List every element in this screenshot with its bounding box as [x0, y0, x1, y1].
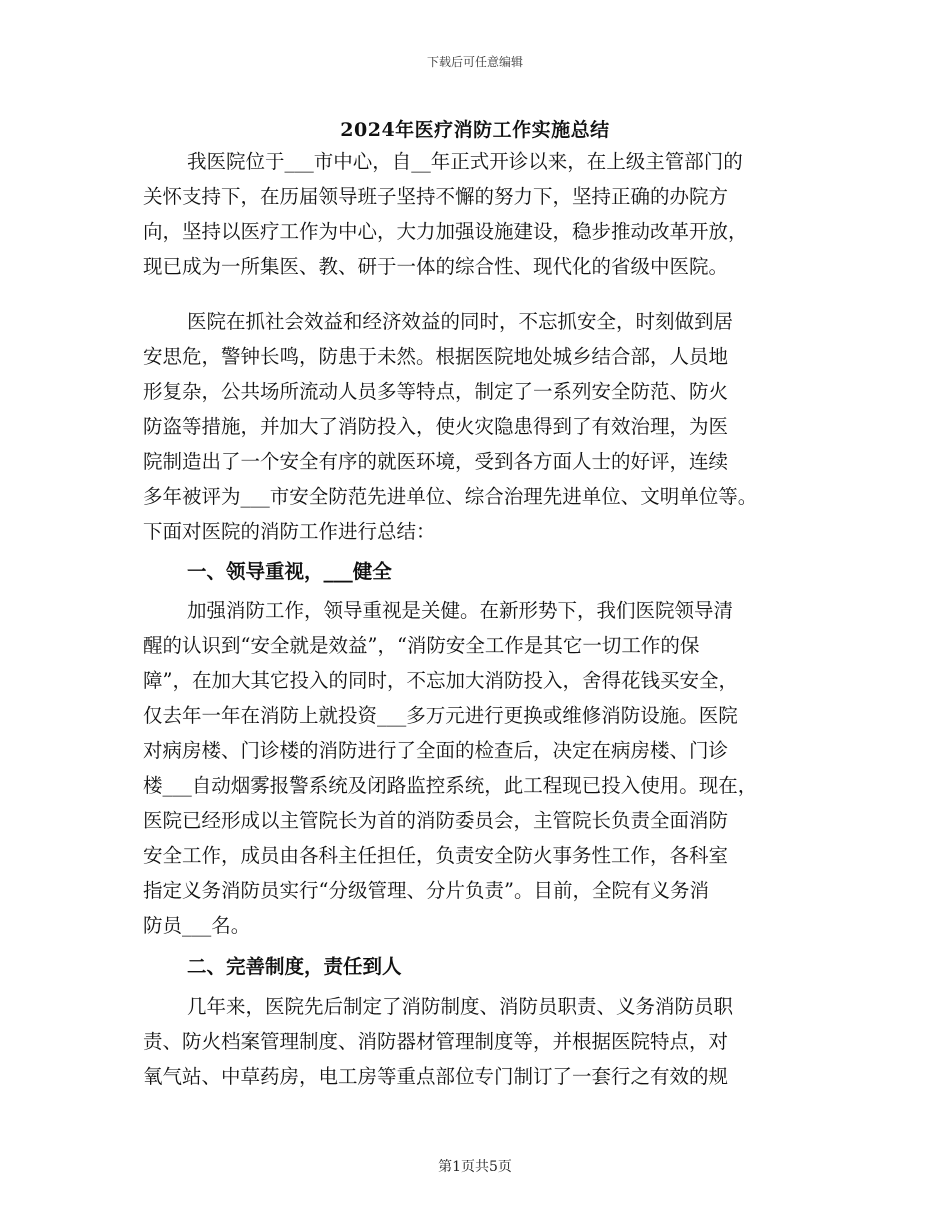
section-heading: 一、领导重视，___健全: [187, 560, 392, 583]
page-footer: 第1页共5页: [438, 1159, 512, 1175]
body-line: 几年来，医院先后制定了消防制度、消防员职责、义务消防员职: [187, 995, 734, 1018]
section-heading: 二、完善制度，责任到人: [187, 955, 402, 978]
body-line: 障”，在加大其它投入的同时，不忘加大消防投入，舍得花钱买安全，: [143, 669, 738, 692]
body-line: 院制造出了一个安全有序的就医环境，受到各方面人士的好评，连续: [143, 450, 729, 473]
body-line: 楼___自动烟雾报警系统及闭路监控系统，此工程现已投入使用。现在，: [143, 774, 758, 797]
body-line: 安全工作，成员由各科主任担任，负责安全防火事务性工作，各科室: [143, 844, 729, 867]
body-line: 醒的认识到“安全就是效益”，“消防安全工作是其它一切工作的保: [143, 634, 700, 657]
body-line: 防盗等措施，并加大了消防投入，使火灾隐患得到了有效治理，为医: [143, 415, 729, 438]
body-line: 多年被评为___市安全防范先进单位、综合治理先进单位、文明单位等。: [143, 485, 758, 508]
document-title: 2024年医疗消防工作实施总结: [340, 119, 610, 141]
body-line: 氧气站、中草药房，电工房等重点部位专门制订了一套行之有效的规: [143, 1065, 729, 1088]
body-line: 加强消防工作，领导重视是关健。在新形势下，我们医院领导清: [187, 599, 734, 622]
body-line: 我医院位于___市中心，自__年正式开诊以来，在上级主管部门的: [187, 150, 743, 173]
body-line: 医院已经形成以主管院长为首的消防委员会，主管院长负责全面消防: [143, 809, 729, 832]
body-line: 指定义务消防员实行“分级管理、分片负责”。目前，全院有义务消: [143, 879, 709, 902]
body-line: 责、防火档案管理制度、消防器材管理制度等，并根据医院特点，对: [143, 1030, 729, 1053]
body-line: 对病房楼、门诊楼的消防进行了全面的检查后，决定在病房楼、门诊: [143, 739, 729, 762]
body-line: 防员___名。: [143, 914, 251, 937]
body-line: 下面对医院的消防工作进行总结：: [143, 520, 436, 543]
body-line: 向，坚持以医疗工作为中心，大力加强设施建设，稳步推动改革开放，: [143, 220, 748, 243]
header-note: 下载后可任意编辑: [426, 55, 523, 69]
body-line: 现已成为一所集医、教、研于一体的综合性、现代化的省级中医院。: [143, 255, 729, 278]
body-line: 安思危，警钟长鸣，防患于未然。根据医院地处城乡结合部，人员地: [143, 345, 729, 368]
body-line: 仅去年一年在消防上就投资___多万元进行更换或维修消防设施。医院: [143, 704, 738, 727]
body-line: 形复杂，公共场所流动人员多等特点，制定了一系列安全防范、防火: [143, 380, 729, 403]
body-line: 关怀支持下，在历届领导班子坚持不懈的努力下，坚持正确的办院方: [143, 185, 729, 208]
body-line: 医院在抓社会效益和经济效益的同时，不忘抓安全，时刻做到居: [187, 310, 734, 333]
